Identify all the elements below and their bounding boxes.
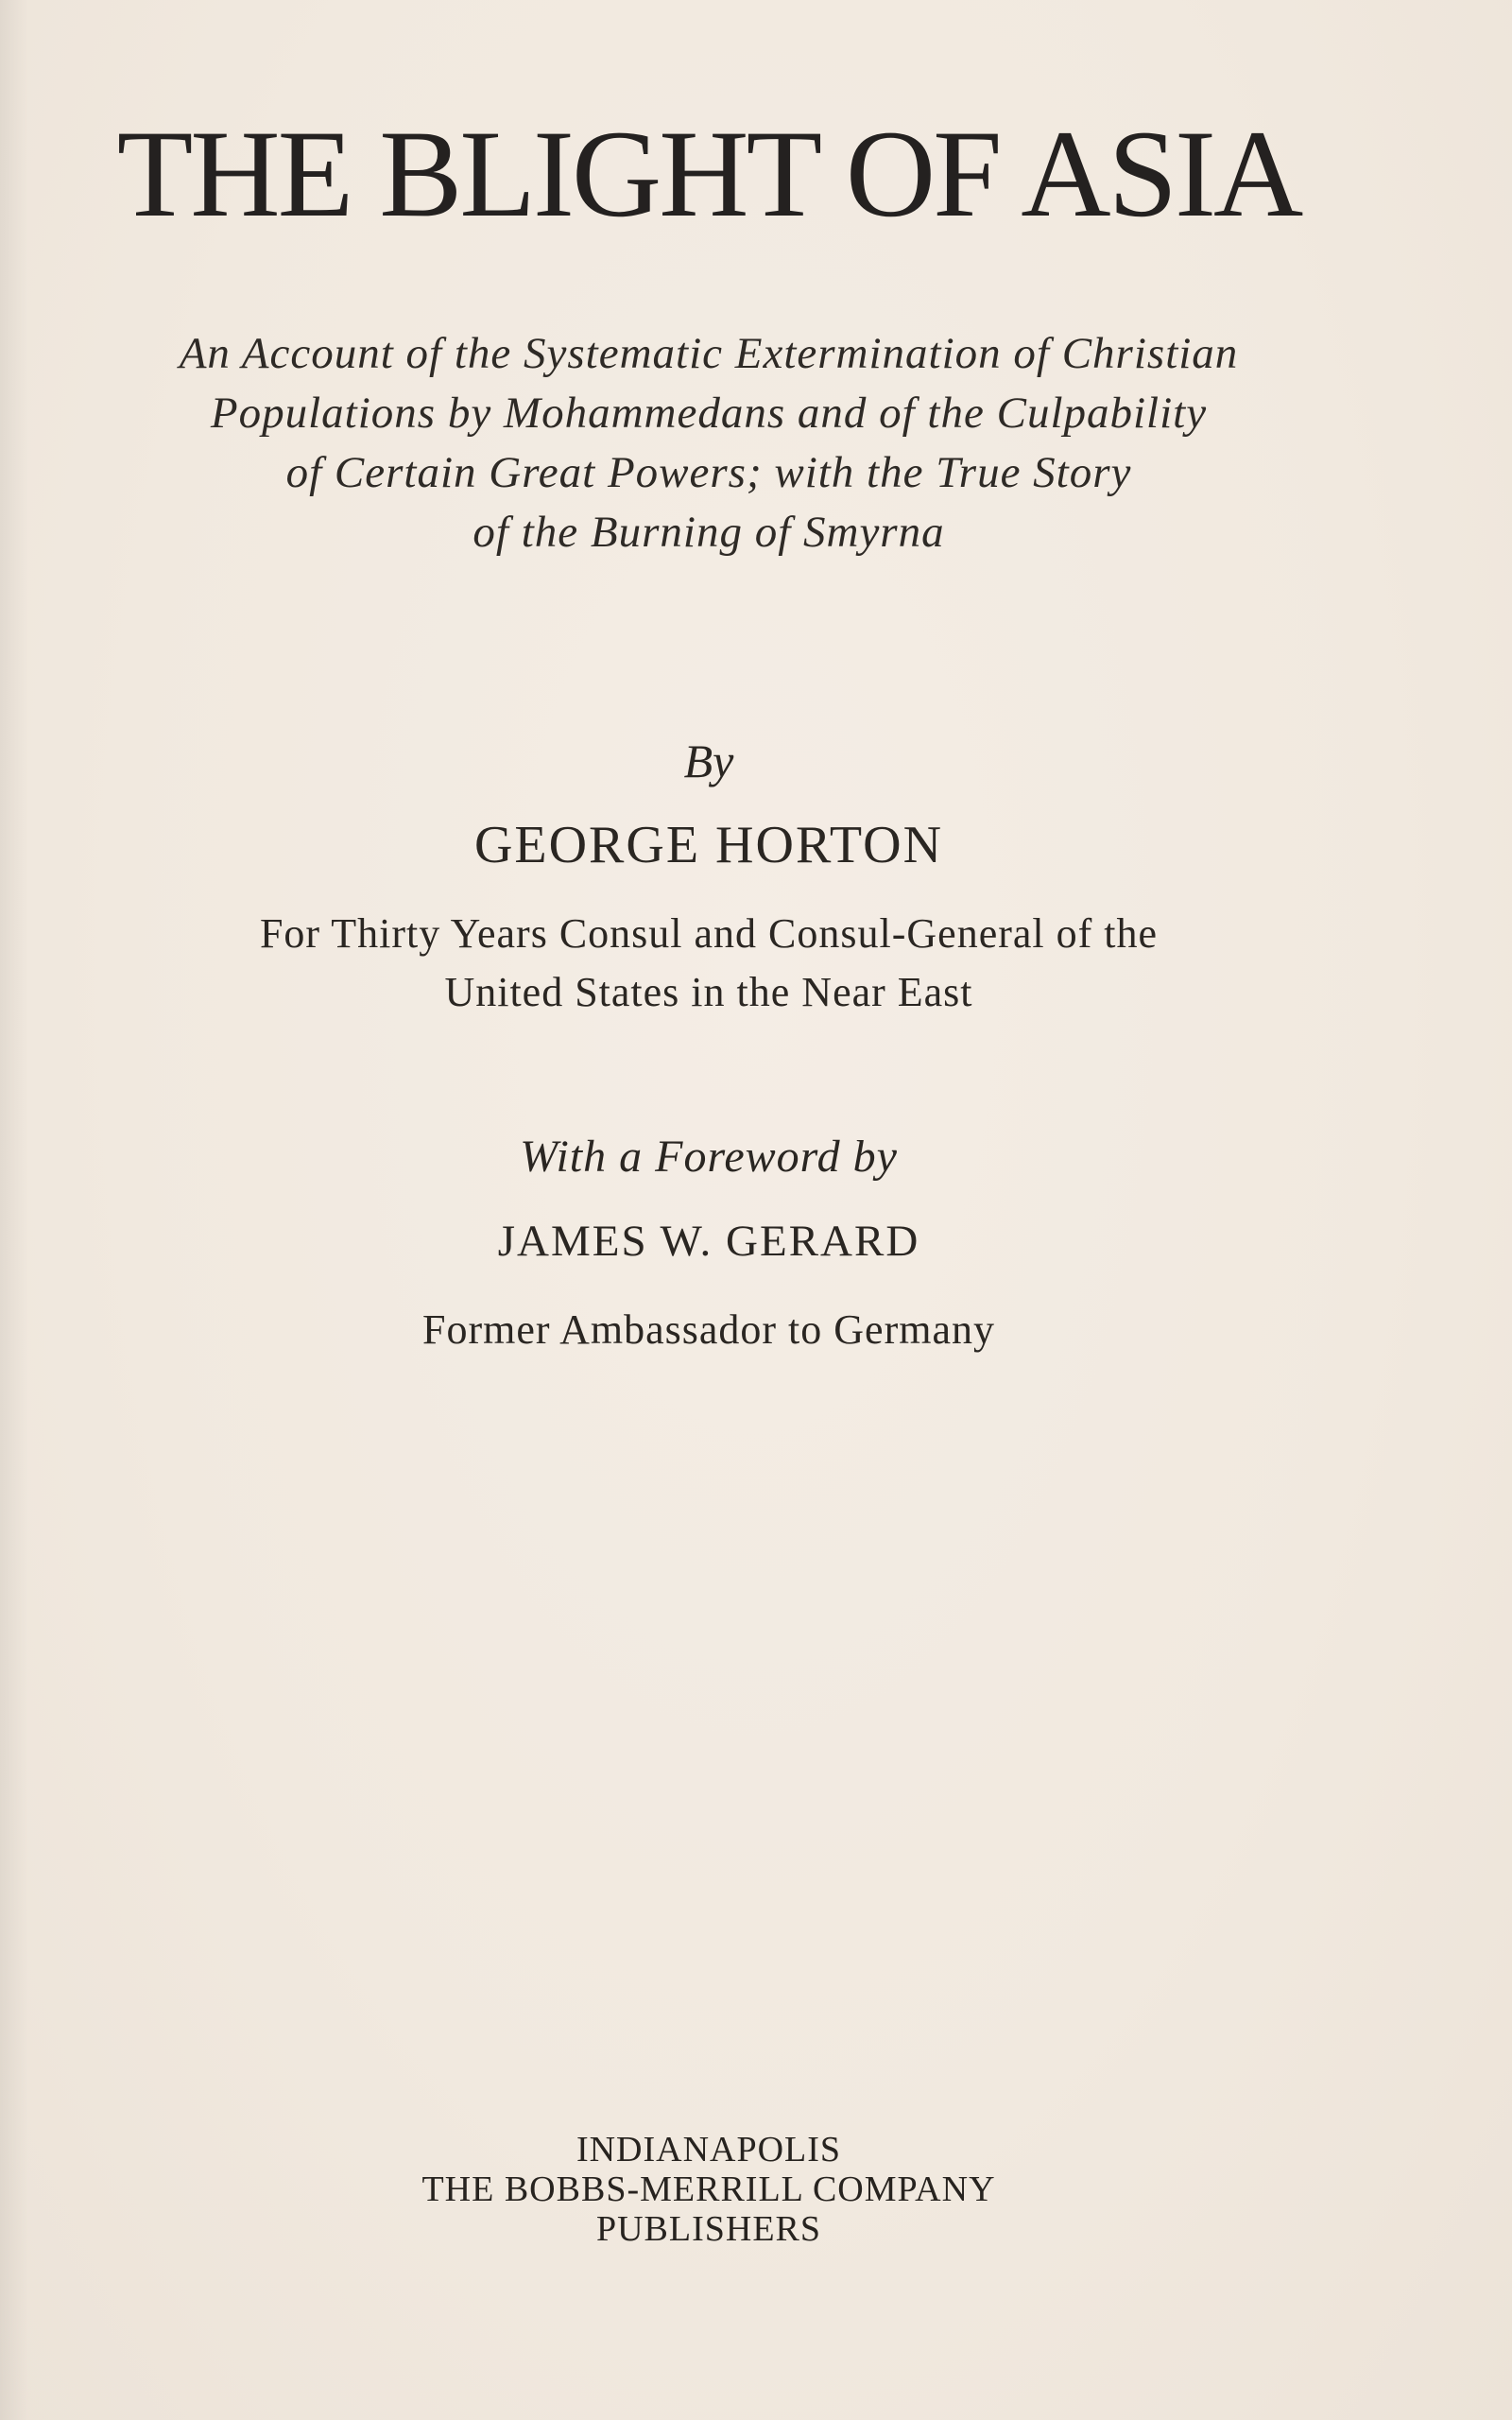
byline: By [683, 735, 734, 787]
book-title: THE BLIGHT OF ASIA [116, 104, 1301, 243]
subtitle-line: Populations by Mohammedans and of the Culpability [210, 389, 1208, 438]
book-subtitle [0, 324, 1418, 562]
imprint-city: INDIANAPOLIS [576, 2130, 842, 2169]
author-name: GEORGE HORTON [473, 816, 944, 874]
publisher-imprint [0, 2130, 1418, 2249]
imprint-role: PUBLISHERS [595, 2209, 822, 2249]
subtitle-line: of the Burning of Smyrna [472, 508, 945, 557]
foreword-author-description: Former Ambassador to Germany [422, 1306, 995, 1353]
author-description-line: United States in the Near East [444, 969, 973, 1015]
foreword-label: With a Foreword by [520, 1132, 898, 1182]
imprint-publisher: THE BOBBS-MERRILL COMPANY [421, 2169, 996, 2209]
subtitle-line: of Certain Great Powers; with the True Story [285, 448, 1132, 497]
author-description-line: For Thirty Years Consul and Consul-General of the [259, 910, 1159, 957]
subtitle-line: An Account of the Systematic Extermination of Christian [179, 329, 1239, 378]
foreword-author-name: JAMES W. GERARD [497, 1217, 920, 1266]
author-description [0, 905, 1418, 1022]
